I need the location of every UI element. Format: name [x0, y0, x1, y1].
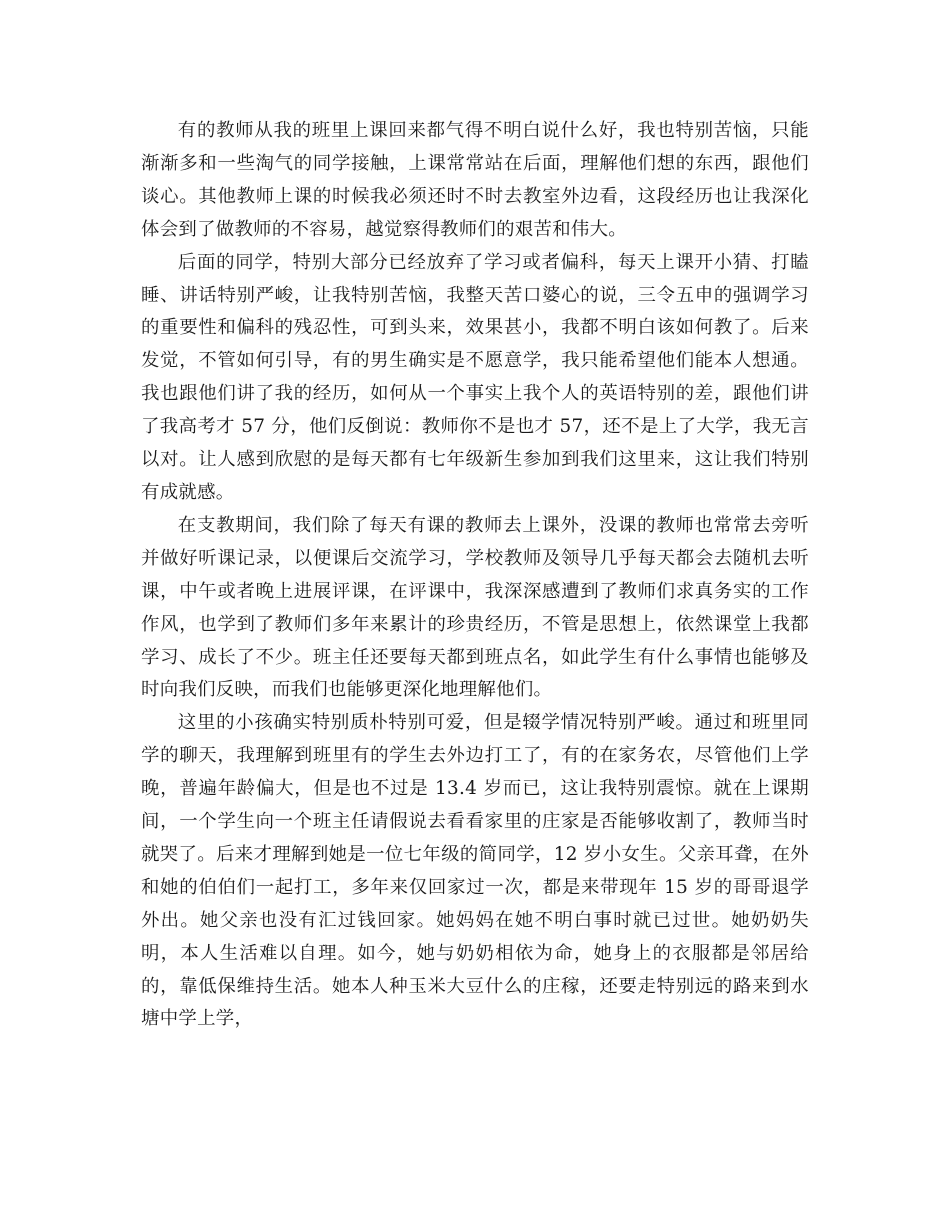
paragraph-3: 在支教期间，我们除了每天有课的教师去上课外，没课的教师也常常去旁听并做好听课记录，以便课后交流学习，学校教师及领导几乎每天都会去随机去听课，中午或者晚上进展评课，在评课中，我深深感遭到了教师们求真务实的工作作风，也学到了教师们多年来累计的珍贵经历，不管是思想上，依然课堂上我都学习、成长了不少。班主任还要每天都到班点名，如此学生有什么事情也能够及时向我们反映，而我们也能够更深化地理解他们。 [141, 514, 809, 701]
paragraph-4: 这里的小孩确实特别质朴特别可爱，但是辍学情况特别严峻。通过和班里同学的聊天，我理解到班里有的学生去外边打工了，有的在家务农，尽管他们上学晚，普遍年龄偏大，但是也不过是 13.4 岁而已，这让我特别震惊。就在上课期间，一个学生向一个班主任请假说去看看家里的庄家是否能够收割了，教师当时就哭了。后来才理解到她是一位七年级的简同学，12 岁小女生。父亲耳聋，在外和她的伯伯们一起打工，多年来仅回家过一次，都是来带现年 15 岁的哥哥退学外出。她父亲也没有汇过钱回家。她妈妈在她不明白事时就已过世。她奶奶失明，本人生活难以自理。如今，她与奶奶相依为命，她身上的衣服都是邻居给的，靠低保维持生活。她本人种玉米大豆什么的庄稼，还要走特别远的路来到水塘中学上学， [141, 712, 809, 1030]
document-body [141, 115, 809, 1036]
paragraph-1: 有的教师从我的班里上课回来都气得不明白说什么好，我也特别苦恼，只能渐渐多和一些淘气的同学接触，上课常常站在后面，理解他们想的东西，跟他们谈心。其他教师上课的时候我必须还时不时去教室外边看，这段经历也让我深化体会到了做教师的不容易，越觉察得教师们的艰苦和伟大。 [141, 120, 809, 240]
paragraph-2: 后面的同学，特别大部分已经放弃了学习或者偏科，每天上课开小猜、打瞌睡、讲话特别严峻，让我特别苦恼，我整天苦口婆心的说，三令五申的强调学习的重要性和偏科的残忍性，可到头来，效果甚小，我都不明白该如何教了。后来发觉，不管如何引导，有的男生确实是不愿意学，我只能希望他们能本人想通。我也跟他们讲了我的经历，如何从一个事实上我个人的英语特别的差，跟他们讲了我高考才 57 分，他们反倒说：教师你不是也才 57，还不是上了大学，我无言以对。让人感到欣慰的是每天都有七年级新生参加到我们这里来，这让我们特别有成就感。 [141, 251, 809, 503]
